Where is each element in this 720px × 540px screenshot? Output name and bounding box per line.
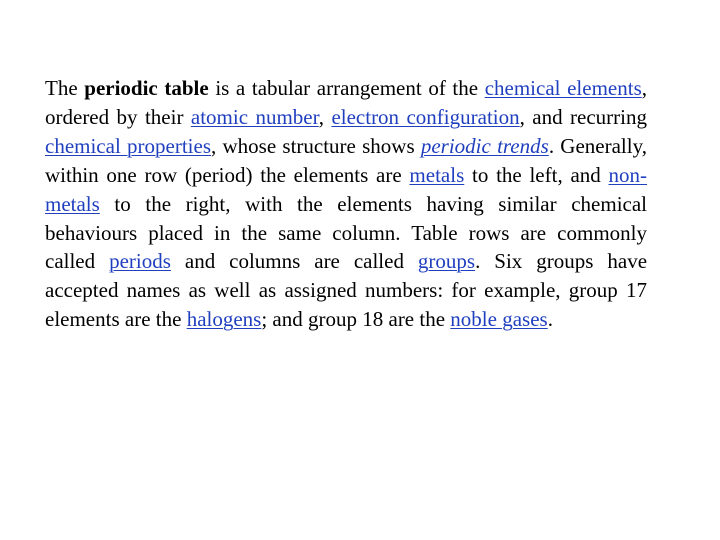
text-segment: is a tabular arrangement of the xyxy=(208,76,485,100)
text-segment: , and recurring xyxy=(519,104,647,129)
periodic-table-paragraph xyxy=(45,74,647,334)
link-halogens[interactable]: halogens xyxy=(186,307,262,332)
link-chemical-properties[interactable]: chemical properties xyxy=(45,133,211,158)
link-chemical-elements[interactable]: chemical elements xyxy=(484,76,642,100)
text-segment: and columns are called xyxy=(170,249,418,274)
text-segment: to the right, with the elements having similar chemical behaviours placed in the same column. Table rows are commonly called xyxy=(45,191,647,274)
link-noble-gases[interactable]: noble gases xyxy=(450,307,548,332)
link-periodic-trends[interactable]: periodic trends xyxy=(420,133,549,158)
link-groups[interactable]: groups xyxy=(417,249,476,274)
link-electron-configuration[interactable]: electron configuration xyxy=(331,104,520,129)
text-segment: . Generally, within one row (period) the elements are xyxy=(45,133,647,187)
text-segment: . xyxy=(547,307,553,332)
text-segment: , ordered by their xyxy=(45,76,647,129)
text-segment: to the left, and xyxy=(464,162,609,187)
text-segment: , xyxy=(318,104,332,129)
text-segment: . Six groups have accepted names as well as assigned numbers: for example, group 17 elements are the xyxy=(45,249,648,332)
link-periods[interactable]: periods xyxy=(109,249,171,274)
text-segment: ; and group 18 are the xyxy=(261,307,451,332)
link-metals[interactable]: metals xyxy=(409,162,465,187)
link-non-metals[interactable]: non-metals xyxy=(45,162,648,216)
text-segment: , whose structure shows xyxy=(211,133,421,158)
link-atomic-number[interactable]: atomic number xyxy=(190,104,319,129)
text-segment: The xyxy=(45,76,85,100)
bold-term-periodic-table: periodic table xyxy=(84,76,209,100)
